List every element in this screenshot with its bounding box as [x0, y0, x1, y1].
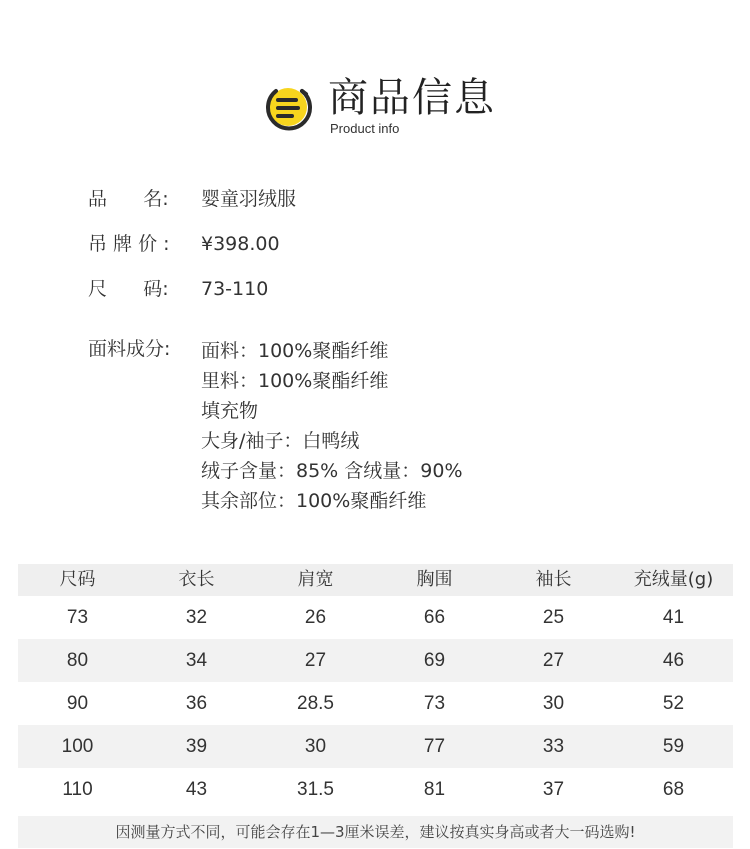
table-cell: 33	[542, 736, 565, 757]
table-cell: 59	[662, 736, 685, 757]
table-cell: 43	[185, 779, 208, 800]
table-cell: 37	[542, 779, 565, 800]
table-row	[18, 596, 733, 639]
fabric-line: 面料：100%聚酯纤维	[201, 340, 389, 362]
table-cell: 80	[66, 650, 89, 671]
info-value: 73-110	[201, 278, 269, 300]
page-title: 商品信息	[328, 75, 496, 121]
column-header: 衣长	[178, 569, 215, 590]
column-header: 肩宽	[297, 569, 334, 590]
table-cell: 69	[423, 650, 446, 671]
table-cell: 30	[304, 736, 327, 757]
info-value: ¥398.00	[201, 233, 280, 255]
info-label: 品 名:	[88, 188, 169, 210]
table-row	[18, 639, 733, 682]
table-cell: 31.5	[297, 779, 334, 800]
table-cell: 110	[62, 779, 93, 800]
table-cell: 36	[185, 693, 208, 714]
table-cell: 73	[66, 607, 89, 628]
column-header: 胸围	[416, 569, 453, 590]
document-lines-icon	[262, 82, 314, 132]
table-cell: 46	[662, 650, 685, 671]
table-cell: 68	[662, 779, 685, 800]
table-cell: 28.5	[297, 693, 334, 714]
table-cell: 81	[423, 779, 446, 800]
fabric-line: 绒子含量：85% 含绒量：90%	[201, 460, 463, 482]
table-cell: 34	[185, 650, 208, 671]
table-cell: 66	[423, 607, 446, 628]
fabric-line: 里料：100%聚酯纤维	[201, 370, 389, 392]
table-row	[18, 768, 733, 811]
table-cell: 52	[662, 693, 685, 714]
table-cell: 100	[61, 736, 94, 757]
table-cell: 41	[662, 607, 685, 628]
table-header-row	[18, 564, 733, 596]
measurement-note: 因测量方式不同，可能会存在1—3厘米误差，建议按真实身高或者大一码选购!	[18, 816, 733, 848]
table-cell: 90	[66, 693, 89, 714]
table-cell: 39	[185, 736, 208, 757]
table-cell: 73	[423, 693, 446, 714]
info-label: 尺 码:	[88, 278, 169, 300]
fabric-line: 其余部位：100%聚酯纤维	[201, 490, 427, 512]
info-value: 婴童羽绒服	[201, 188, 297, 210]
column-header: 袖长	[535, 569, 572, 590]
fabric-composition	[201, 336, 463, 516]
fabric-line: 填充物	[201, 400, 259, 422]
info-label: 吊 牌 价 :	[88, 233, 170, 255]
table-cell: 27	[304, 650, 327, 671]
table-cell: 77	[423, 736, 446, 757]
fabric-label: 面料成分:	[88, 338, 171, 360]
column-header: 充绒量(g)	[633, 569, 714, 590]
size-table	[18, 564, 733, 811]
table-cell: 25	[542, 607, 565, 628]
page-header	[0, 0, 750, 160]
fabric-line: 大身/袖子：白鸭绒	[201, 430, 360, 452]
table-cell: 27	[542, 650, 565, 671]
column-header: 尺码	[59, 569, 96, 590]
table-row	[18, 725, 733, 768]
table-row	[18, 682, 733, 725]
page-subtitle: Product info	[330, 121, 400, 136]
table-cell: 32	[185, 607, 208, 628]
table-cell: 26	[304, 607, 327, 628]
table-cell: 30	[542, 693, 565, 714]
